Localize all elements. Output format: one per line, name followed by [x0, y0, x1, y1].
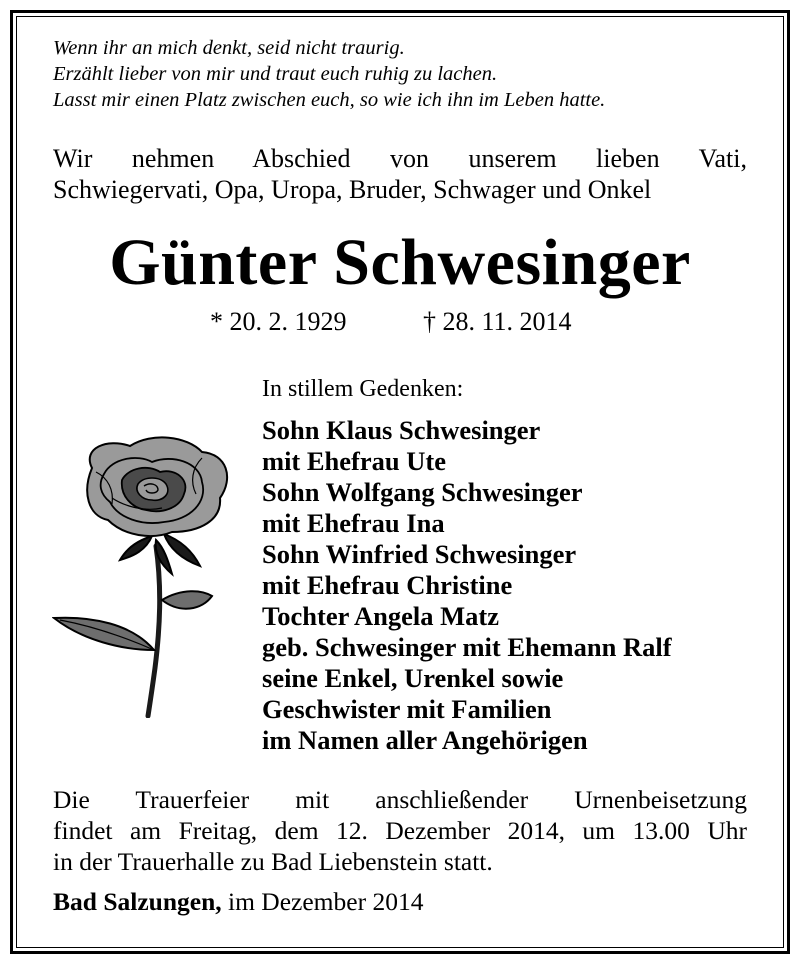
mourner-line: Sohn Winfried Schwesinger [262, 539, 577, 569]
birth-date: * 20. 2. 1929 [210, 307, 347, 336]
deceased-name: Günter Schwesinger [109, 226, 691, 299]
footer-place: Bad Salzungen, [53, 887, 222, 916]
mourners-heading: In stillem Gedenken: [262, 376, 464, 402]
poem [53, 35, 753, 113]
mourner-line: geb. Schwesinger mit Ehemann Ralf [262, 632, 672, 662]
mourner-line: mit Ehefrau Ina [262, 508, 445, 538]
ceremony-line: findet am Freitag, dem 12. Dezember 2014, um 13.00 Uhr [53, 816, 747, 845]
intro-line: Wir nehmen Abschied von unserem lieben Vati, [53, 144, 747, 173]
mourner-line: Sohn Wolfgang Schwesinger [262, 477, 583, 507]
mourner-line: mit Ehefrau Ute [262, 446, 446, 476]
mourner-line: Sohn Klaus Schwesinger [262, 415, 541, 445]
ceremony-line: Die Trauerfeier mit anschließender Urnenbeisetzung [53, 785, 747, 814]
mourner-line: mit Ehefrau Christine [262, 570, 513, 600]
poem-line: Lasst mir einen Platz zwischen euch, so wie ich ihn im Leben hatte. [53, 89, 606, 111]
poem-line: Wenn ihr an mich denkt, seid nicht traurig. [53, 37, 405, 59]
farewell-intro [53, 143, 747, 205]
mourner-line: im Namen aller Angehörigen [262, 725, 588, 755]
poem-line: Erzählt lieber von mir und traut euch ruhig zu lachen. [53, 63, 498, 85]
mourner-line: seine Enkel, Urenkel sowie [262, 663, 564, 693]
rose-icon [52, 428, 240, 718]
ceremony-info [53, 784, 747, 877]
mourner-line: Geschwister mit Familien [262, 694, 552, 724]
mourner-line: Tochter Angela Matz [262, 601, 499, 631]
ceremony-line: in der Trauerhalle zu Bad Liebenstein statt. [53, 847, 493, 876]
footer-date: im Dezember 2014 [228, 887, 424, 916]
footer [53, 886, 423, 918]
mourners-list [262, 373, 762, 756]
intro-line: Schwiegervati, Opa, Uropa, Bruder, Schwager und Onkel [53, 175, 652, 204]
death-date: † 28. 11. 2014 [423, 307, 572, 336]
